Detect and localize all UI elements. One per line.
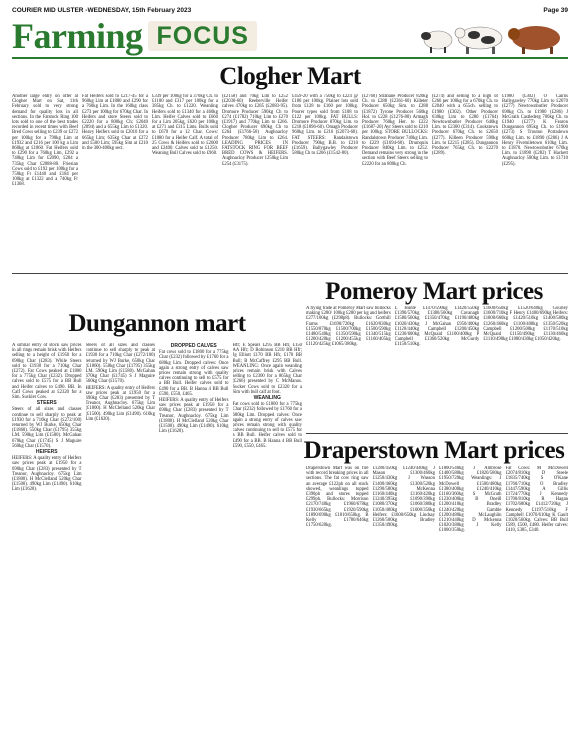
clogher-col-3: [152, 94, 218, 271]
article-text: (£2760) Strabane Producer 820kg Ch. to £288 (£2361-60) Killeter Producer 650kg Sim. to £288 (£1872) Tyrone Producer 560kg Hol. to £228 (£1276-80) Armagh Producer 760kg Her. to £222 (£1687-20) Ayr Steers sold to £210 per 100kg. STORE BULLOCKS: Randalstown Producer 740kg Lim. to £229 (£1694-60). Drumquin Producer 840kg Lim. to £252. Demand remains very strong in the section with Beef Steers selling to £2220 for an 800kg Ch.: [362, 94, 428, 167]
livestock-illustration: [418, 18, 568, 54]
dungannon-col-2: [86, 343, 156, 733]
clogher-col-1: [12, 94, 78, 271]
clogher-headline: Clogher Mart: [219, 63, 361, 90]
dungannon-col-3: [159, 343, 229, 733]
subhead-heifers: HEIFERS: [35, 449, 58, 456]
pomeroy-col-3: [483, 306, 568, 430]
article-text: £1980 (£302) O Cairns Ballygawley 770kg Lim to £2070 (£277) Newtownbutler Producer 690kg Ch. to £1980 (£286) J McGrath Castlederg 700kg Ch. to £1940 (£277) K Fearon Dungannon 695kg Ch. to £1900 (£273) S Trouton Portadown 660kg Lim. to £1890 (£286) J A Henry Fivemiletown 610kg Lim. to £1870. Newtownbutler 670kg Lim. to £1890 (£282) T Hackett Aughnacloy 580kg Lim. to £1710 (£295).: [502, 94, 568, 167]
dungannon-col-4: [233, 343, 303, 733]
draperstown-article: [306, 466, 568, 733]
farming-focus-banner: [12, 16, 568, 56]
article-text: (£274) and selling to a high of £266 per 100kg for a 670kg Ch. to £2040 with a 655ch. selling to £1980 (£302). Other Producer 630kg Lim to £280 (£1764) Newtownbutler Producer 640kg Lim. to £2300 (£314). Cookstown Producer 670kg Ch. to £2650 (£277). Killeen Producer 590kg Lim. to £2215 (£285). Dungannon Producer 765kg Ch. to £2270 (£289).: [432, 94, 498, 157]
article-text: Fat Heifers sold to £217-45 for a 960kg Lim at £1880 and £290 for a 760kg Lim. In the 160kg class £273 per 100kg for 670kg Char. In Heifers and store Steers sold to £2220 for a 800kg Ch; £2040 (2094) and a 655kg Lim to £1320. Heavy Heifers sold to £2010 for a 665kg Lim; 635kg Char at £272 and £500 Lim; 595kg Sim at £210 in the 300-400kg sect.: [82, 94, 148, 152]
section-divider: [306, 433, 568, 434]
sheep-icon: [421, 31, 452, 53]
draperstown-col-1: [306, 466, 369, 733]
subhead-dropped-calves: DROPPED CALVES: [170, 343, 217, 349]
clogher-article: [12, 94, 568, 271]
article-text: Steers of all sizes and classes continue to sell sharply to peak at £1930 for a 710kg Char (£272/100) returned by WJ Burke, 650kg Char (£1860). 550kg Char (£1795) 355kg LM. 590kg Lim (£1580). McGahan 670kg Char (£1745) S J Maguire 560kg Char (£1570).: [85, 343, 155, 385]
article-text: £1600/650kg £1520/640kg Gourley £1600/710kg F Henry £1400/690kg Heifers: £1800/660kg £1420/510kg £1400/580kg £1260/460kg £1100/400kg £1350/520kg Campbell £1200/500kg £1170/510kg McQuaid £1150/490kg £1130/460kg £1110/490kg £1080/430kg £1050/420kg.: [483, 306, 569, 343]
draperstown-col-3: [439, 466, 502, 733]
article-text: HEIFERS: A quality entry of Heifers saw prices peak at £1950 for a 690kg Char (£283) presented by T Treanor, Aughnacloy. 675kg Lim (£1800). H McClelland 520kg Char (£1500). 490kg Lim (£1490). 610kg Lim (£1620).: [12, 456, 82, 493]
article-text: £1800/540kg J Ambrose £1400/580kg £1820/580kg £1950/720kg Weanlings: J McDowell £1500/480kg £1380/400kg £1240/410kg £1160/360kg S McGrath £1230/400kg B Oneill £1200/410kg Bradley £1240/420kg Gamble £1200/480kg McLaughlin £1210/440kg D Mckenna £1020/380kg J Kelly £1000/350kg.: [439, 466, 502, 534]
clogher-col-2: [82, 94, 148, 271]
article-text: HEIFERS: A quality entry of Heifers saw prices peak at £1950 for a 690kg Char (£283) presented by T Treanor, Aughnacloy. 675kg Lim (£1800). H McClelland 520kg Char (£1500). 490kg Lim (£1490). 610kg Lim (£1620).: [159, 398, 229, 435]
bull-icon: [508, 26, 560, 54]
draperstown-col-2: [373, 466, 436, 733]
dungannon-col-1: [12, 343, 82, 733]
article-text: L Hunte £1470/590kg £1420/550kg £1390/570kg £1380/560kg Cavanagh £1580/560kg £1350/470kg £1190/480kg £1020/430kg J McGahan £950/400kg £1120/440kg Campbell £1200/450kg £1230/600kg McQuaid £1100/400kg P Campbell £1360/520kg McGurdy £1150/510kg.: [394, 306, 480, 348]
clogher-col-7: [432, 94, 498, 271]
article-text: Fat Cows: M McDowell £2074/810kg D Steele £1835/740kg S O'Kane £1760/710kg O Bradley £1447/590kg A Gillis £1724/770kg J Kennedy £1700/810kg R Hagan £1702/680kg £1412/720kg J Kennedy £1197/510kg F Campbell £1070/610kg K Gault £1020/560kg. Calves: BB Bull £589, £500, £480. Heifer calves: £410, £385, £340.: [505, 466, 568, 534]
article-text: HEIFERS: A quality entry of Heifers saw prices peak at £1950 for a 690kg Char (£283) presented by T Treanor, Aughnacloy. 675kg Lim (£1800). H McClelland 520kg Char (£1500). 490kg Lim (£1490). 610kg Lim (£1620).: [85, 385, 155, 422]
cow-icon: [455, 27, 502, 54]
article-text: Fat cows sold to £1800 for a 775kg Char (£232) followed by £1760 for a 680kg Lim. Dropped calves: Once again a strong entry of calves saw prices remain strong with quality calves continuing to sell to £575 for a BB Bull. Heifer calves sold to £490 for a BB. B Hanna 4 BB Bull £590, £550, £465.: [159, 350, 229, 397]
pomeroy-col-2: [395, 306, 480, 430]
draperstown-headline: Draperstown Mart prices: [303, 437, 565, 464]
dungannon-article: [12, 343, 302, 733]
article-text: A fiying trade at Pomeroy Mart saw bullocks making £280/ 100kg £280 per kg and heifers £277/100kg (£298p8). Bullocks: Gorthill Farms £1690/720kg £1620/830kg £1550/870kg £1500/700kg £1500/590kg £1480/540kg £1350/590kg £1340/515kg £1200/420kg £1200/455kg £1160/405kg £1120/425kg £1065/380kg.: [306, 306, 391, 348]
article-text: Fat cows sold to £1800 for a 775kg Char (£232) followed by £1760 for a 680kg Lim. Dropped calves: Once again a strong entry of calves saw prices remain strong with quality calves continuing to sell to £575 for a BB Bull. Heifer calves sold to £490 for a BB. B Hanna 4 BB Bull £590, £550, £465.: [232, 402, 302, 449]
clogher-col-8: [502, 94, 568, 271]
section-title-focus: FOCUS: [148, 21, 257, 51]
clogher-col-4: [222, 94, 288, 271]
clogher-col-6: [362, 94, 428, 271]
clogher-col-5: [292, 94, 358, 271]
article-text: A similar entry of stock saw prices in all rings remain brisk with Heifers selling to a height of £1950 for a 690kg Char (£283). While Steers sold to £1930 for a 710kg Char (£272). Fat Cows peaked at £1800 for a 775kg Char (£232). Dropped calves sold to £575 for a BB Bull and Heifer calves to £490. BB. In Calf Cows peaked at £2320 for a Sim. Suckler Cow.: [12, 343, 82, 401]
page-header-strip: [12, 4, 568, 16]
section-title-farming: Farming: [12, 16, 143, 56]
article-text: Another large entry on offer at Clogher Mart on Sat, 11th February sold to very strong demand for quality lots in all sections. In the Fatstock Ring 100 lots sold to one of the best trades recorded in recent times with Beef Bred Cows selling to £239 or £272 per 100kg for a 790kg Lim at £1932 and £216 per 100 kg a Lim 860kg at £1860. Fat Heifers sold to £290 for a 760kg Lim, £292 a 740kg Lim for £2090, £284 a 735kg Char £2088-80. Friesian Cows sold to £192 per 100kg for a 750kg Fr £1440 and £184 per 100kg at £1322 and a 740kg Fr £1368.: [12, 94, 78, 188]
publication-line: COURIER MID ULSTER -WEDNESDAY, 15th February 2023: [12, 6, 192, 14]
pomeroy-headline: Pomeroy Mart prices: [325, 278, 543, 305]
article-text: Draperstown Mart was on fire with record breaking prices in all sections. The fat cow ring saw an average £122ph on all stock showed, weanlings topped £390ph and stores topped £299ph. Bullocks: Morrison £2170/740kg £1960/678kg £1930/665kg £1920/590kg £1890/690kg £1810/650kg. B Kelly £1780/646kg £1750/620kg.: [306, 466, 369, 529]
page-number: Page 39: [543, 6, 568, 14]
dungannon-headline: Dungannon mart: [68, 310, 246, 337]
article-text: £339 per 100kg for a 370kg Ch. to £1180 and £317 per 100kg for a 385kg Ch. to £1220. Weanling Heifers sold to £1340 for a 460kg Lim. Heifer Calves sold to £660 for a Lim 205kg, £620 per 100kg at £271 and £315 Lims. Bulls sold to £670 for a 12 Char. Cows: £1080 for a Heifer Calf. A total of 25 Cows & Heifers sold to £2600 and £2400. Calves sold to £1250. Weaning Bull Calves sold to £960.: [152, 94, 218, 157]
pomeroy-article: [306, 306, 568, 430]
subhead-steers: STEERS: [36, 400, 57, 407]
article-text: £1280/450kg £1240/440kg J Mason £1300/460kg £1250/430kg J Wasson £1400/460kg £1300/520kg £1290/580kg McKenna £1160/440kg £1160/420kg £1240/395kg £1090/390kg £1080/370kg £1060/380kg £1050/400kg £1000/350kg Heifers: £1600/650kg Lindsay £1260/500kg Bradley £1350/490kg.: [372, 466, 435, 529]
article-text: Hfr; E Spears £295 BB Hfr, £150 AA Hfr; D Robinson £210 BB Hfr; Jg Elliott £170 BB Hfr, £170 BB Bull; B McCaffrey £295 BB Bull. WEANLING: Once again weanling prices remain brisk with Calves selling to £2300 for a 865kg Char (£266) presented by C McManus. Sucker Cows sold to £2320 for a Sim with bull calf at foot.: [232, 343, 302, 395]
article-text: Steers of all sizes and classes continue to sell sharply to peak at £1930 for a 710kg Char (£272/100) returned by WJ Burke, 650kg Char (£1860). 550kg Char (£1795) 355kg LM. 590kg Lim (£1580). McGahan 670kg Char (£1745) S J Maguire 560kg Char (£1570).: [12, 407, 82, 449]
article-text: (£2158) and 70kg Lim to £252 (£2030-60) Reeberville Heifer calves 470kg to £285 (£2083-95). Dromore Producer 590kg Ch to £274 (£1782) 710kg Lim to £270 (£1917) and 770kg Lim to £266. Clogher Producer 690kg Ch to £264 (£1766-50) Aughnacloy Producer 780kg Lim to £264. LEADING PRICES IN FATSTOCK RING FOR BEEF BRED COWS & HEIFERS. Aughnacloy Producer 1250kg Lim £254 (£3175).: [222, 94, 288, 167]
pomeroy-col-1: [306, 306, 391, 430]
draperstown-col-4: [506, 466, 569, 733]
section-divider: [12, 273, 568, 274]
subhead-weanling: WEANLING: [253, 395, 281, 402]
banner-rule: [12, 57, 568, 59]
article-text: £459-20 with a 750kg to £224 @ £180 per 100kg. Plainer lots sold from £128 to £160 per 100kg. Poorer types sold from £108 to £122 per 100kg. FAT BULLS: Dromore Producer 870kg Lim. to £218 (£1896-60). Omagh Producer 960kg Lim. to £216 (£2073-60). FAT STEERS: Randalstown Producer 790kg B.B. to £210 (£1659). Ballygawley Producer 580kg Ch to £266 (£1542-80).: [292, 94, 358, 157]
